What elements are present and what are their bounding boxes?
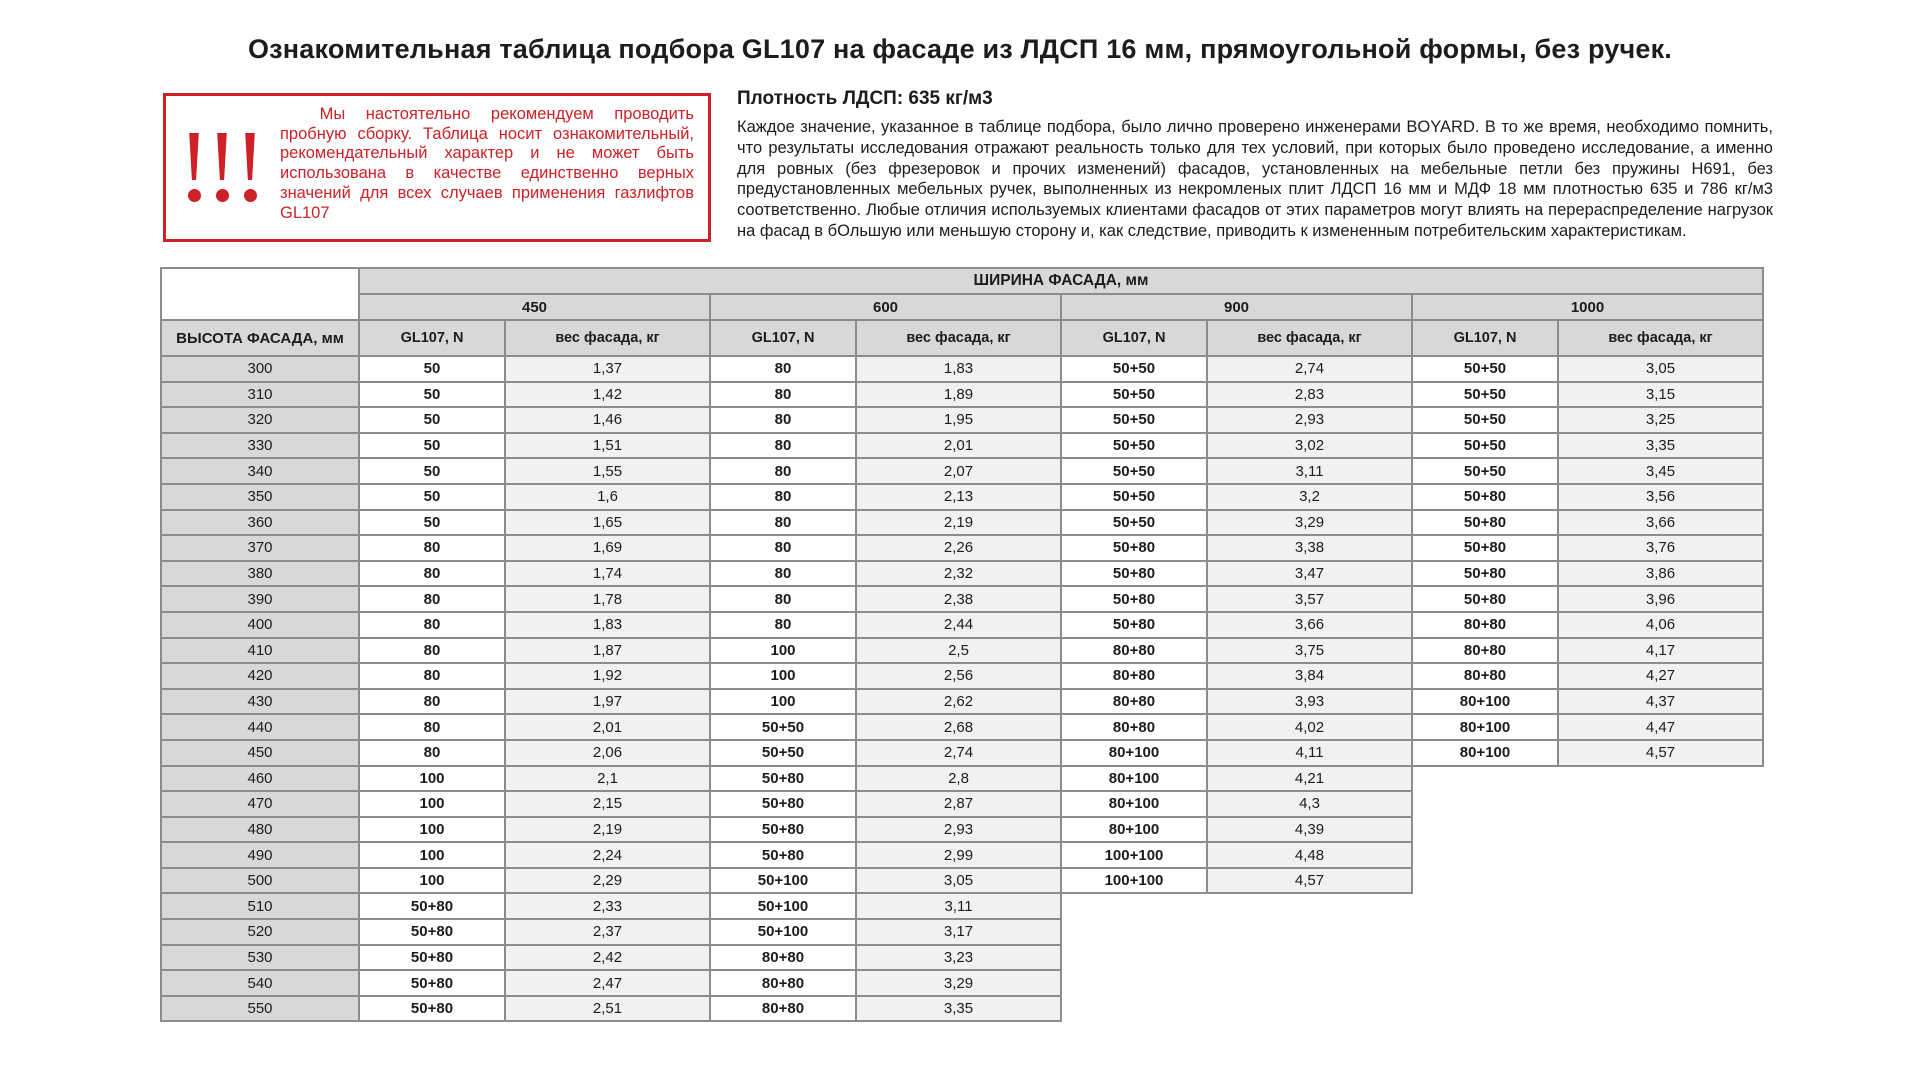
table-row <box>161 535 1763 561</box>
facade-weight-cell: 2,38 <box>856 586 1061 612</box>
gl107-force-cell: 80 <box>359 714 505 740</box>
table-row <box>161 638 1763 664</box>
table-header-row-sub <box>161 320 1763 356</box>
table-row <box>161 740 1763 766</box>
gl107-force-cell: 50+50 <box>710 714 856 740</box>
height-cell: 540 <box>161 970 359 996</box>
gl107-force-cell: 50+80 <box>359 919 505 945</box>
facade-weight-cell: 2,44 <box>856 612 1061 638</box>
exclamation-mark-icon <box>187 133 202 202</box>
facade-weight-cell: 2,15 <box>505 791 710 817</box>
facade-weight-cell: 2,19 <box>505 817 710 843</box>
width-group-600: 600 <box>710 294 1061 320</box>
gl107-force-cell: 80 <box>710 535 856 561</box>
facade-weight-cell: 1,83 <box>856 356 1061 382</box>
gl107-force-cell: 80 <box>359 689 505 715</box>
facade-weight-cell: 4,02 <box>1207 714 1412 740</box>
gl107-force-cell: 50+80 <box>1412 535 1558 561</box>
facade-weight-cell: 2,51 <box>505 996 710 1022</box>
height-cell: 490 <box>161 842 359 868</box>
gl107-force-cell: 50+50 <box>1061 356 1207 382</box>
gl107-force-cell: 80+80 <box>710 996 856 1022</box>
gl107-force-cell: 50+80 <box>1412 510 1558 536</box>
gl107-force-cell: 80 <box>359 663 505 689</box>
gl107-force-cell: 50+100 <box>710 919 856 945</box>
height-cell: 340 <box>161 458 359 484</box>
facade-weight-cell: 3,75 <box>1207 638 1412 664</box>
height-cell: 410 <box>161 638 359 664</box>
facade-weight-cell: 3,93 <box>1207 689 1412 715</box>
selection-table <box>160 267 1764 1022</box>
height-cell: 550 <box>161 996 359 1022</box>
facade-weight-cell: 3,84 <box>1207 663 1412 689</box>
gl107-force-cell: 50 <box>359 510 505 536</box>
height-cell: 480 <box>161 817 359 843</box>
gl107-force-cell: 100 <box>359 791 505 817</box>
gl107-force-cell: 80 <box>359 638 505 664</box>
height-cell: 470 <box>161 791 359 817</box>
facade-weight-cell: 2,26 <box>856 535 1061 561</box>
height-cell: 350 <box>161 484 359 510</box>
gl107-force-cell: 50+50 <box>1061 510 1207 536</box>
gl107-force-cell: 80+100 <box>1061 766 1207 792</box>
force-subheader: GL107, N <box>710 320 856 356</box>
gl107-force-cell: 50+80 <box>359 970 505 996</box>
height-header-cell: ВЫСОТА ФАСАДА, мм <box>161 320 359 356</box>
gl107-force-cell: 50+80 <box>1412 484 1558 510</box>
table-row <box>161 689 1763 715</box>
facade-weight-cell: 2,13 <box>856 484 1061 510</box>
facade-weight-cell: 3,25 <box>1558 407 1763 433</box>
gl107-force-cell: 80+100 <box>1061 817 1207 843</box>
facade-weight-cell: 3,05 <box>1558 356 1763 382</box>
facade-weight-cell: 3,38 <box>1207 535 1412 561</box>
force-subheader: GL107, N <box>359 320 505 356</box>
table-row <box>161 893 1763 919</box>
gl107-force-cell: 50+80 <box>710 842 856 868</box>
facade-weight-cell: 1,95 <box>856 407 1061 433</box>
facade-weight-cell: 4,39 <box>1207 817 1412 843</box>
height-cell: 370 <box>161 535 359 561</box>
facade-weight-cell: 3,35 <box>856 996 1061 1022</box>
facade-weight-cell: 3,05 <box>856 868 1061 894</box>
width-group-450: 450 <box>359 294 710 320</box>
gl107-force-cell: 50+50 <box>710 740 856 766</box>
facade-weight-cell: 2,56 <box>856 663 1061 689</box>
facade-weight-cell: 1,74 <box>505 561 710 587</box>
gl107-force-cell: 50 <box>359 484 505 510</box>
gl107-force-cell: 80 <box>710 407 856 433</box>
facade-weight-cell: 1,46 <box>505 407 710 433</box>
facade-weight-cell: 3,96 <box>1558 586 1763 612</box>
gl107-force-cell: 100 <box>359 868 505 894</box>
height-cell: 530 <box>161 945 359 971</box>
selection-table-body <box>161 356 1763 1021</box>
facade-weight-cell: 3,02 <box>1207 433 1412 459</box>
table-row <box>161 970 1763 996</box>
facade-weight-cell: 3,11 <box>856 893 1061 919</box>
table-row <box>161 407 1763 433</box>
facade-weight-cell: 3,66 <box>1558 510 1763 536</box>
gl107-force-cell: 50+80 <box>710 766 856 792</box>
facade-weight-cell: 3,15 <box>1558 382 1763 408</box>
facade-weight-cell: 3,57 <box>1207 586 1412 612</box>
facade-weight-cell: 2,83 <box>1207 382 1412 408</box>
facade-weight-cell: 4,17 <box>1558 638 1763 664</box>
gl107-force-cell: 50 <box>359 407 505 433</box>
facade-weight-cell: 3,45 <box>1558 458 1763 484</box>
facade-weight-cell: 4,3 <box>1207 791 1412 817</box>
gl107-force-cell: 80+80 <box>1412 638 1558 664</box>
info-block <box>737 88 1773 242</box>
height-cell: 310 <box>161 382 359 408</box>
gl107-force-cell: 80 <box>359 612 505 638</box>
facade-weight-cell: 1,42 <box>505 382 710 408</box>
gl107-force-cell: 80+100 <box>1061 740 1207 766</box>
facade-weight-cell: 4,37 <box>1558 689 1763 715</box>
facade-weight-cell: 2,06 <box>505 740 710 766</box>
facade-weight-cell: 2,93 <box>856 817 1061 843</box>
facade-weight-cell: 4,11 <box>1207 740 1412 766</box>
facade-weight-cell: 2,99 <box>856 842 1061 868</box>
gl107-force-cell: 50 <box>359 382 505 408</box>
facade-weight-cell: 2,93 <box>1207 407 1412 433</box>
facade-weight-cell: 3,66 <box>1207 612 1412 638</box>
gl107-force-cell: 50+80 <box>710 817 856 843</box>
facade-weight-cell: 2,29 <box>505 868 710 894</box>
table-row <box>161 382 1763 408</box>
gl107-force-cell: 80+80 <box>1061 638 1207 664</box>
facade-weight-cell: 2,87 <box>856 791 1061 817</box>
facade-weight-cell: 3,11 <box>1207 458 1412 484</box>
facade-weight-cell: 2,74 <box>856 740 1061 766</box>
table-row <box>161 919 1763 945</box>
facade-weight-cell: 2,32 <box>856 561 1061 587</box>
gl107-force-cell: 80 <box>710 356 856 382</box>
facade-weight-cell: 1,78 <box>505 586 710 612</box>
facade-weight-cell: 2,68 <box>856 714 1061 740</box>
facade-weight-cell: 2,47 <box>505 970 710 996</box>
gl107-force-cell: 50+80 <box>359 893 505 919</box>
facade-weight-cell: 3,35 <box>1558 433 1763 459</box>
facade-weight-cell: 4,21 <box>1207 766 1412 792</box>
table-row <box>161 791 1763 817</box>
facade-weight-cell: 1,92 <box>505 663 710 689</box>
facade-weight-cell: 4,06 <box>1558 612 1763 638</box>
weight-subheader: вес фасада, кг <box>1207 320 1412 356</box>
gl107-force-cell: 80+100 <box>1061 791 1207 817</box>
gl107-force-cell: 80 <box>710 561 856 587</box>
force-subheader: GL107, N <box>1061 320 1207 356</box>
facade-weight-cell: 1,87 <box>505 638 710 664</box>
exclamation-mark-icon <box>215 133 230 202</box>
gl107-force-cell: 80 <box>710 612 856 638</box>
gl107-force-cell: 50+50 <box>1412 382 1558 408</box>
gl107-force-cell: 80 <box>359 535 505 561</box>
gl107-force-cell: 100+100 <box>1061 868 1207 894</box>
weight-subheader: вес фасада, кг <box>1558 320 1763 356</box>
triple-exclamation-icon <box>166 96 278 239</box>
table-row <box>161 458 1763 484</box>
gl107-force-cell: 100+100 <box>1061 842 1207 868</box>
facade-weight-cell: 2,24 <box>505 842 710 868</box>
table-row <box>161 996 1763 1022</box>
gl107-force-cell: 50+80 <box>1061 561 1207 587</box>
facade-weight-cell: 1,83 <box>505 612 710 638</box>
exclamation-mark-icon <box>243 133 258 202</box>
height-cell: 420 <box>161 663 359 689</box>
gl107-force-cell: 80+80 <box>1061 689 1207 715</box>
table-row <box>161 586 1763 612</box>
height-cell: 510 <box>161 893 359 919</box>
facade-weight-cell: 4,48 <box>1207 842 1412 868</box>
facade-weight-cell: 2,01 <box>856 433 1061 459</box>
facade-weight-cell: 4,57 <box>1558 740 1763 766</box>
height-cell: 500 <box>161 868 359 894</box>
facade-weight-cell: 4,47 <box>1558 714 1763 740</box>
gl107-force-cell: 50+50 <box>1061 433 1207 459</box>
height-cell: 400 <box>161 612 359 638</box>
facade-weight-cell: 2,19 <box>856 510 1061 536</box>
warning-text: Мы настоятельно рекомендуем проводить пробную сборку. Таблица носит ознакомительный, рекомендательный характер и не может быть использована в качестве единственно верных значений для всех случаев применения газлифтов GL107 <box>280 105 694 222</box>
gl107-force-cell: 80 <box>710 433 856 459</box>
height-cell: 430 <box>161 689 359 715</box>
height-cell: 450 <box>161 740 359 766</box>
facade-weight-cell: 3,76 <box>1558 535 1763 561</box>
gl107-force-cell: 50+50 <box>1061 458 1207 484</box>
gl107-force-cell: 80 <box>359 740 505 766</box>
facade-weight-cell: 3,17 <box>856 919 1061 945</box>
height-cell: 360 <box>161 510 359 536</box>
facade-weight-cell: 1,89 <box>856 382 1061 408</box>
table-row <box>161 356 1763 382</box>
table-row <box>161 484 1763 510</box>
height-cell: 460 <box>161 766 359 792</box>
gl107-force-cell: 50+80 <box>710 791 856 817</box>
gl107-force-cell: 50+50 <box>1412 407 1558 433</box>
gl107-force-cell: 80+100 <box>1412 740 1558 766</box>
facade-weight-cell: 1,69 <box>505 535 710 561</box>
gl107-force-cell: 100 <box>359 766 505 792</box>
gl107-force-cell: 50+80 <box>359 996 505 1022</box>
gl107-force-cell: 50+80 <box>359 945 505 971</box>
facade-weight-cell: 2,8 <box>856 766 1061 792</box>
width-group-1000: 1000 <box>1412 294 1763 320</box>
gl107-force-cell: 50+50 <box>1412 458 1558 484</box>
weight-subheader: вес фасада, кг <box>505 320 710 356</box>
gl107-force-cell: 100 <box>710 638 856 664</box>
gl107-force-cell: 50+50 <box>1412 433 1558 459</box>
density-heading: Плотность ЛДСП: 635 кг/м3 <box>737 88 993 109</box>
gl107-force-cell: 50+50 <box>1061 484 1207 510</box>
table-row <box>161 842 1763 868</box>
table-row <box>161 714 1763 740</box>
gl107-force-cell: 50+80 <box>1061 612 1207 638</box>
gl107-force-cell: 50+80 <box>1412 586 1558 612</box>
selection-table-wrapper <box>160 267 1764 1022</box>
gl107-force-cell: 80+100 <box>1412 689 1558 715</box>
facade-weight-cell: 1,55 <box>505 458 710 484</box>
gl107-force-cell: 50+50 <box>1061 407 1207 433</box>
facade-weight-cell: 2,1 <box>505 766 710 792</box>
gl107-force-cell: 80+80 <box>1412 663 1558 689</box>
gl107-force-cell: 50+80 <box>1412 561 1558 587</box>
gl107-force-cell: 100 <box>710 663 856 689</box>
table-row <box>161 945 1763 971</box>
force-subheader: GL107, N <box>1412 320 1558 356</box>
height-cell: 380 <box>161 561 359 587</box>
table-row <box>161 817 1763 843</box>
gl107-force-cell: 80 <box>359 561 505 587</box>
gl107-force-cell: 100 <box>710 689 856 715</box>
facade-weight-cell: 1,51 <box>505 433 710 459</box>
gl107-force-cell: 50+50 <box>1412 356 1558 382</box>
table-row <box>161 433 1763 459</box>
facade-weight-cell: 3,29 <box>1207 510 1412 536</box>
gl107-force-cell: 80 <box>710 458 856 484</box>
facade-weight-cell: 3,86 <box>1558 561 1763 587</box>
facade-weight-cell: 2,74 <box>1207 356 1412 382</box>
facade-weight-cell: 3,23 <box>856 945 1061 971</box>
table-header-row-width <box>161 268 1763 294</box>
facade-weight-cell: 3,47 <box>1207 561 1412 587</box>
gl107-force-cell: 80+100 <box>1412 714 1558 740</box>
gl107-force-cell: 80+80 <box>710 945 856 971</box>
gl107-force-cell: 50+100 <box>710 893 856 919</box>
table-row <box>161 868 1763 894</box>
height-cell: 520 <box>161 919 359 945</box>
gl107-force-cell: 80 <box>359 586 505 612</box>
warning-box <box>163 93 711 242</box>
gl107-force-cell: 80+80 <box>710 970 856 996</box>
gl107-force-cell: 50+80 <box>1061 586 1207 612</box>
width-group-900: 900 <box>1061 294 1412 320</box>
gl107-force-cell: 50 <box>359 356 505 382</box>
gl107-force-cell: 80+80 <box>1412 612 1558 638</box>
corner-empty-cell <box>161 268 359 320</box>
table-row <box>161 766 1763 792</box>
gl107-force-cell: 80 <box>710 510 856 536</box>
facade-weight-cell: 2,07 <box>856 458 1061 484</box>
facade-weight-cell: 1,37 <box>505 356 710 382</box>
gl107-force-cell: 80 <box>710 586 856 612</box>
weight-subheader: вес фасада, кг <box>856 320 1061 356</box>
gl107-force-cell: 100 <box>359 842 505 868</box>
facade-weight-cell: 2,01 <box>505 714 710 740</box>
gl107-force-cell: 80 <box>710 484 856 510</box>
gl107-force-cell: 50 <box>359 458 505 484</box>
table-row <box>161 510 1763 536</box>
gl107-force-cell: 50+100 <box>710 868 856 894</box>
height-cell: 440 <box>161 714 359 740</box>
gl107-force-cell: 50+50 <box>1061 382 1207 408</box>
page-title: Ознакомительная таблица подбора GL107 на фасаде из ЛДСП 16 мм, прямоугольной формы, без ручек. <box>247 34 1673 64</box>
facade-weight-cell: 3,56 <box>1558 484 1763 510</box>
info-paragraph: Каждое значение, указанное в таблице подбора, было лично проверено инженерами BOYARD. В то же время, необходимо помнить, что результаты исследования отражают реальность только для тех условий, при которых было проведено исследование, а именно для ровных (без фрезеровок и прочих изменений) фасадов, установленных на мебельные петли без пружины Н691, без предустановленных мебельных ручек, выполненных из некромленых плит ЛДСП 16 мм и МДФ 18 мм плотностью 635 и 786 кг/м3 соответственно. Любые отличия используемых клиентами фасадов от этих параметров могут влиять на перераспределение нагрузок на фасад в бОльшую или меньшую сторону и, как следствие, приводить к измененным потребительским характеристикам. <box>737 118 1773 240</box>
facade-weight-cell: 2,62 <box>856 689 1061 715</box>
gl107-force-cell: 80+80 <box>1061 714 1207 740</box>
facade-weight-cell: 3,2 <box>1207 484 1412 510</box>
height-cell: 300 <box>161 356 359 382</box>
facade-weight-cell: 2,37 <box>505 919 710 945</box>
gl107-force-cell: 50+80 <box>1061 535 1207 561</box>
table-row <box>161 663 1763 689</box>
facade-weight-cell: 1,65 <box>505 510 710 536</box>
facade-weight-cell: 4,27 <box>1558 663 1763 689</box>
gl107-force-cell: 80+80 <box>1061 663 1207 689</box>
height-cell: 320 <box>161 407 359 433</box>
table-header-row-groups <box>161 294 1763 320</box>
table-row <box>161 612 1763 638</box>
gl107-force-cell: 100 <box>359 817 505 843</box>
table-row <box>161 561 1763 587</box>
facade-weight-cell: 2,33 <box>505 893 710 919</box>
facade-weight-cell: 4,57 <box>1207 868 1412 894</box>
facade-weight-cell: 1,6 <box>505 484 710 510</box>
facade-weight-cell: 2,5 <box>856 638 1061 664</box>
facade-weight-cell: 2,42 <box>505 945 710 971</box>
width-header-cell: ШИРИНА ФАСАДА, мм <box>359 268 1763 294</box>
gl107-force-cell: 50 <box>359 433 505 459</box>
facade-weight-cell: 1,97 <box>505 689 710 715</box>
height-cell: 330 <box>161 433 359 459</box>
facade-weight-cell: 3,29 <box>856 970 1061 996</box>
gl107-force-cell: 80 <box>710 382 856 408</box>
height-cell: 390 <box>161 586 359 612</box>
